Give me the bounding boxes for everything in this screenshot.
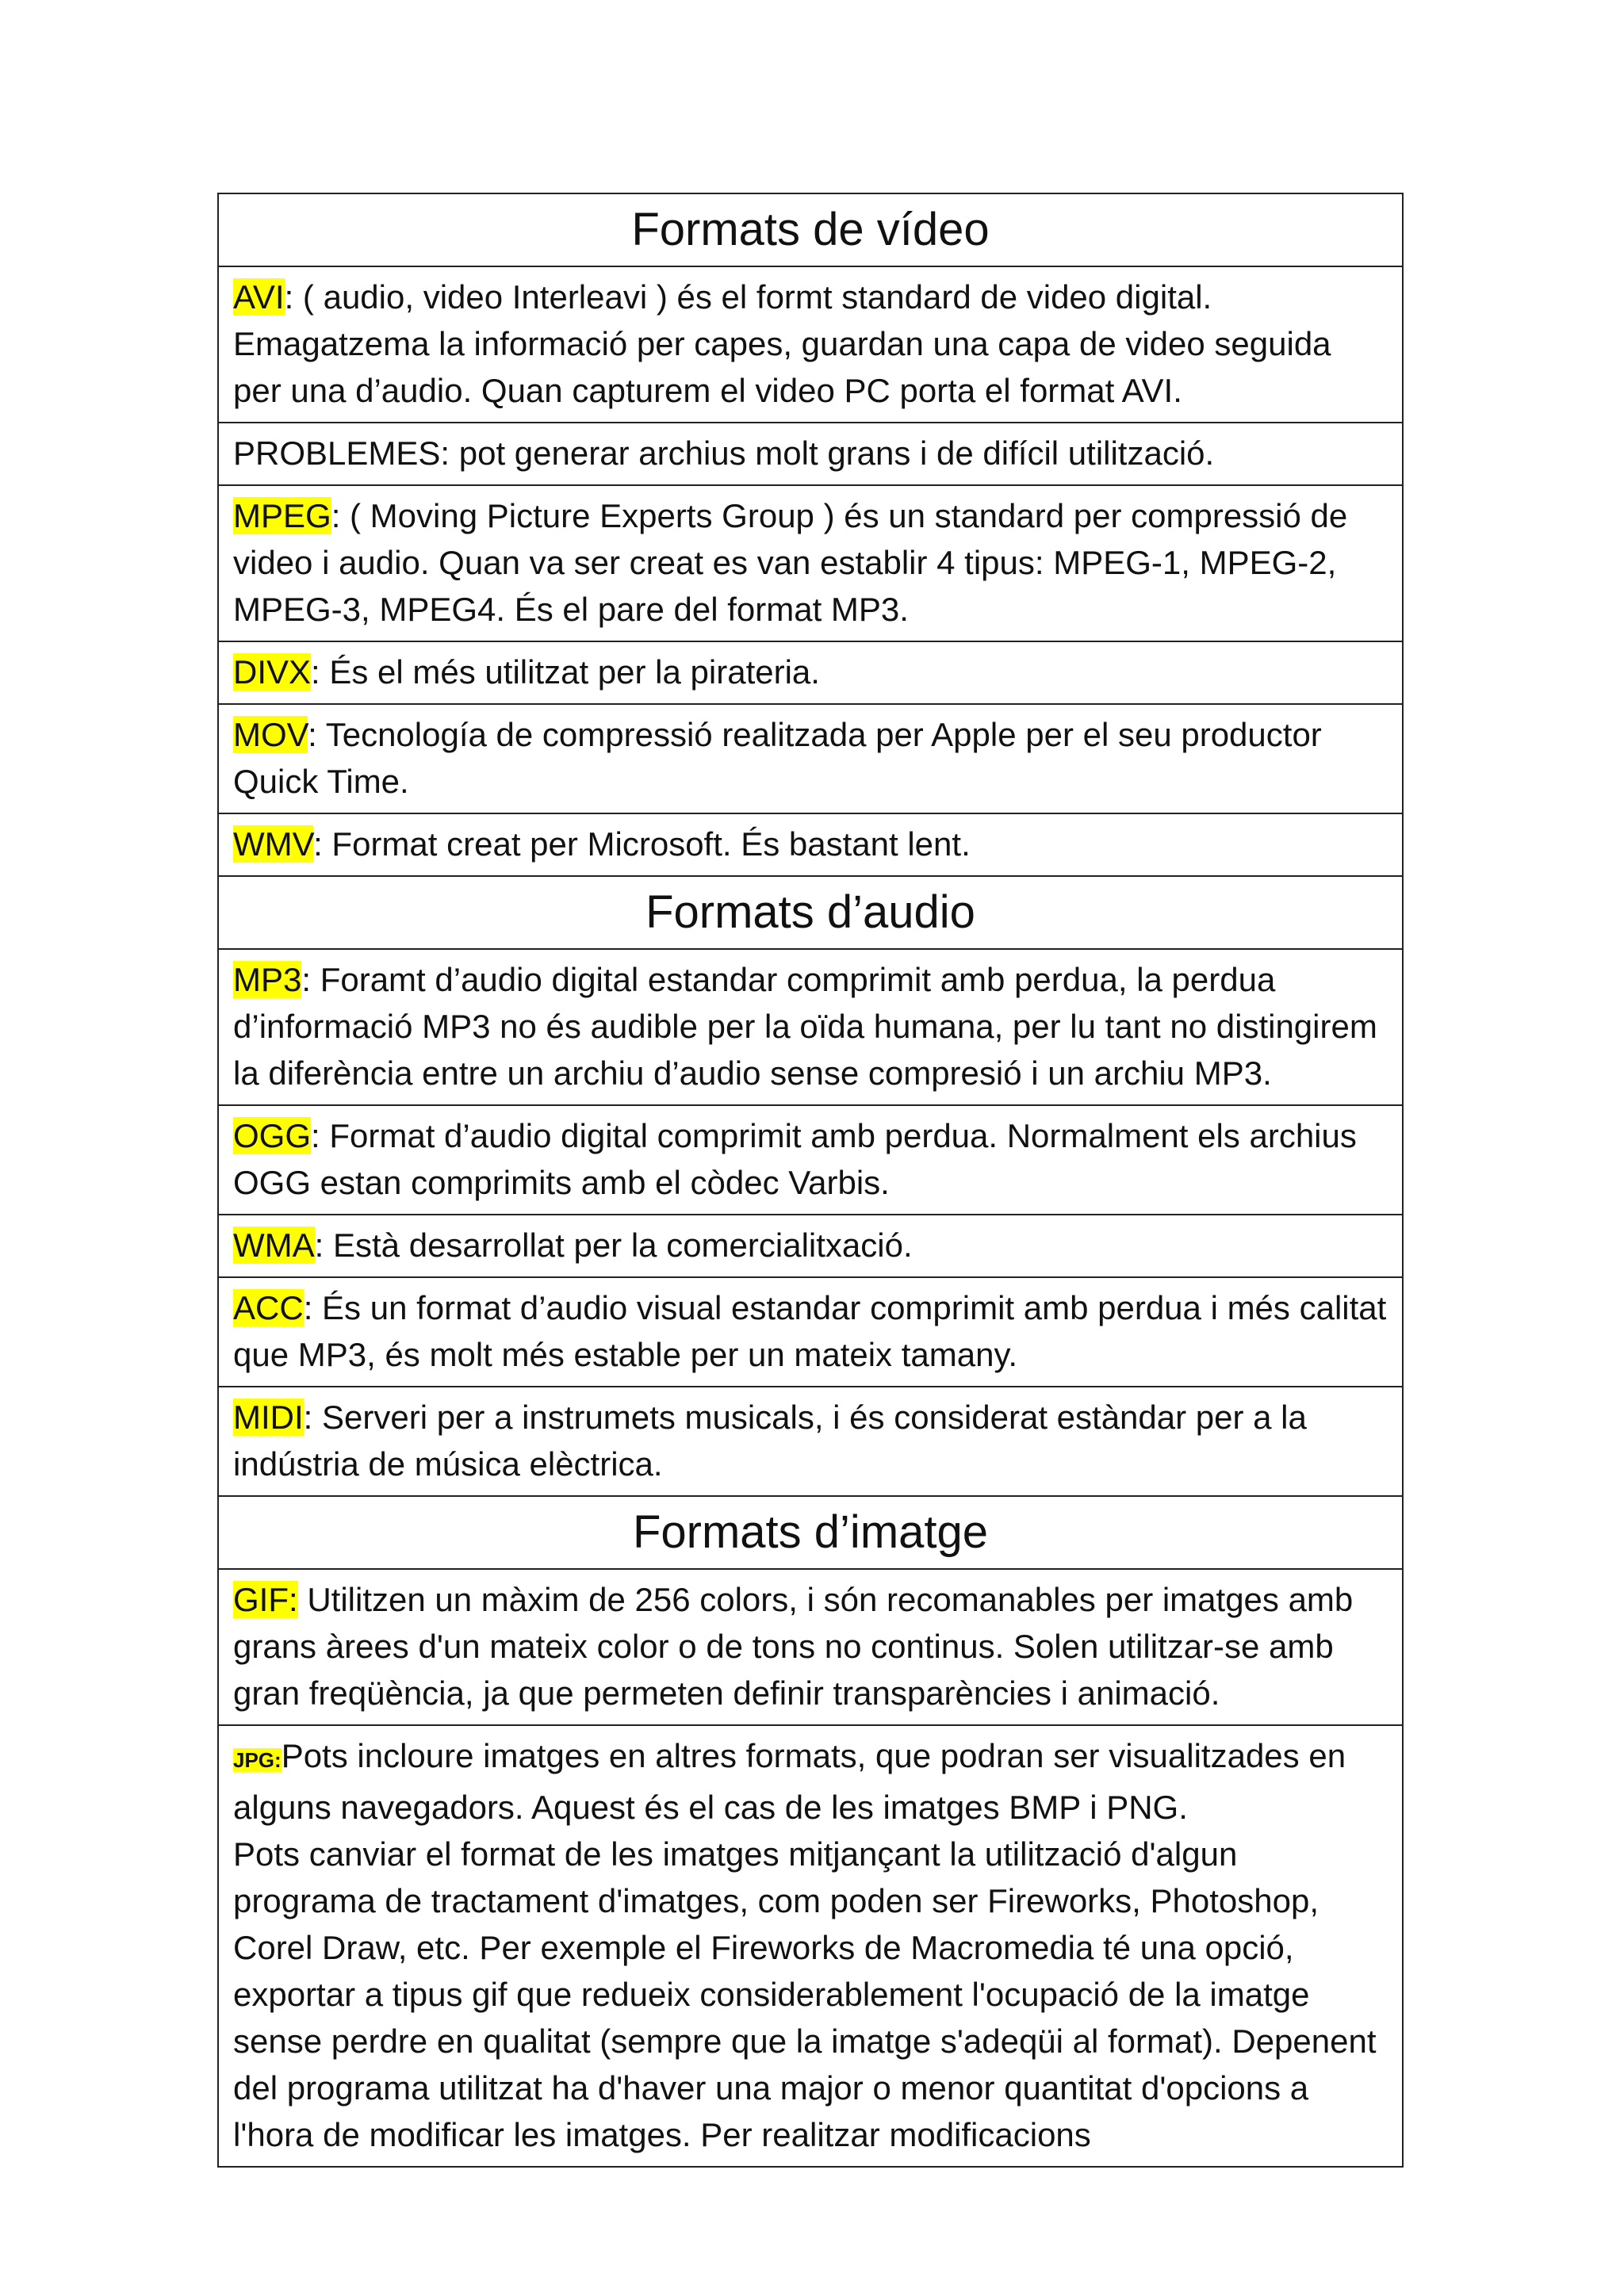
table-row — [218, 949, 1403, 1105]
wma-description-cell — [218, 1215, 1403, 1277]
mp3-format-tag: MP3 — [233, 961, 302, 998]
divx-format-tag: DIVX — [233, 653, 312, 691]
mp3-description-text: : Foramt d’audio digital estandar comprimit amb perdua, la perdua d’informació MP3 no és audible per la oïda humana, per lu tant no distingirem la diferència entre un archiu d’audio sense compresió i un archiu MP3. — [233, 961, 1377, 1092]
wmv-description-cell — [218, 813, 1403, 876]
mpeg-description-text: : ( Moving Picture Experts Group ) és un standard per compressió de video i audio. Quan va ser creat es van establir 4 tipus: MPEG-1, MPEG-2, MPEG-3, MPEG4. És el pare del format MP3. — [233, 497, 1348, 628]
table-row — [218, 1215, 1403, 1277]
avi-format-tag: AVI — [233, 278, 285, 316]
mov-description-cell — [218, 704, 1403, 813]
jpg-description-continued: Pots canviar el format de les imatges mitjançant la utilització d'algun programa de tractament d'imatges, com poden ser Fireworks, Photoshop, Corel Draw, etc. Per exemple el Fireworks de Macromedia té una opció, exportar a tipus gif que redueix considerablement l'ocupació de la imatge sense perdre en qualitat (sempre que la imatge s'adeqüi al format). Depenent del programa utilitzat ha d'haver una major o menor quantitat d'opcions a l'hora de modificar les imatges. Per realitzar modificacions — [233, 1835, 1377, 2153]
avi-description-text: : ( audio, video Interleavi ) és el formt standard de video digital. Emagatzema la informació per capes, guardan una capa de video seguida per una d’audio. Quan capturem el video PC porta el format AVI. — [233, 278, 1331, 409]
table-row — [218, 1569, 1403, 1725]
ogg-description-text: : Format d’audio digital comprimit amb perdua. Normalment els archius OGG estan comprimits amb el còdec Varbis. — [233, 1117, 1357, 1201]
jpg-format-tag: JPG: — [233, 1748, 282, 1772]
midi-description-cell — [218, 1387, 1403, 1496]
midi-format-tag: MIDI — [233, 1399, 304, 1436]
mov-format-tag: MOV — [233, 716, 308, 753]
mpeg-description-cell — [218, 485, 1403, 641]
divx-description-cell — [218, 641, 1403, 704]
ogg-description-cell — [218, 1105, 1403, 1215]
table-row — [218, 485, 1403, 641]
wma-description-text: : Està desarrollat per la comercialitxació. — [314, 1226, 913, 1264]
problems-text: PROBLEMES: pot generar archius molt grans i de difícil utilització. — [233, 434, 1215, 472]
wmv-format-tag: WMV — [233, 825, 314, 863]
table-row — [218, 1105, 1403, 1215]
gif-description-text: Utilitzen un màxim de 256 colors, i són recomanables per imatges amb grans àrees d'un mateix color o de tons no continus. Solen utilitzar-se amb gran freqüència, ja que permeten definir transparències i animació. — [233, 1581, 1354, 1712]
formats-table — [217, 193, 1404, 2168]
wmv-description-text: : Format creat per Microsoft. És bastant lent. — [313, 825, 971, 863]
divx-description-text: : És el més utilitzat per la pirateria. — [311, 653, 820, 691]
jpg-description-text: Pots incloure imatges en altres formats, que podran ser visualitzades en alguns navegadors. Aquest és el cas de les imatges BMP i PNG. — [233, 1737, 1346, 1826]
table-row — [218, 1387, 1403, 1496]
gif-description-cell — [218, 1569, 1403, 1725]
audio-formats-heading: Formats d’audio — [218, 876, 1403, 949]
table-row — [218, 641, 1403, 704]
avi-description-cell — [218, 266, 1403, 423]
table-row — [218, 1496, 1403, 1569]
table-row — [218, 704, 1403, 813]
problems-cell — [218, 423, 1403, 485]
mov-description-text: : Tecnología de compressió realitzada per Apple per el seu productor Quick Time. — [233, 716, 1322, 800]
acc-description-text: : És un format d’audio visual estandar comprimit amb perdua i més calitat que MP3, és molt més estable per un mateix tamany. — [233, 1289, 1387, 1373]
table-row — [218, 1277, 1403, 1387]
acc-description-cell — [218, 1277, 1403, 1387]
acc-format-tag: ACC — [233, 1289, 304, 1326]
wma-format-tag: WMA — [233, 1226, 315, 1264]
mp3-description-cell — [218, 949, 1403, 1105]
gif-format-tag: GIF: — [233, 1581, 298, 1618]
midi-description-text: : Serveri per a instrumets musicals, i és considerat estàndar per a la indústria de música elèctrica. — [233, 1399, 1307, 1483]
mpeg-format-tag: MPEG — [233, 497, 331, 534]
table-row — [218, 193, 1403, 266]
table-row — [218, 813, 1403, 876]
jpg-description-cell — [218, 1725, 1403, 2167]
ogg-format-tag: OGG — [233, 1117, 312, 1154]
table-row — [218, 876, 1403, 949]
table-row — [218, 423, 1403, 485]
video-formats-heading: Formats de vídeo — [218, 193, 1403, 266]
table-row — [218, 1725, 1403, 2167]
table-row — [218, 266, 1403, 423]
image-formats-heading: Formats d’imatge — [218, 1496, 1403, 1569]
